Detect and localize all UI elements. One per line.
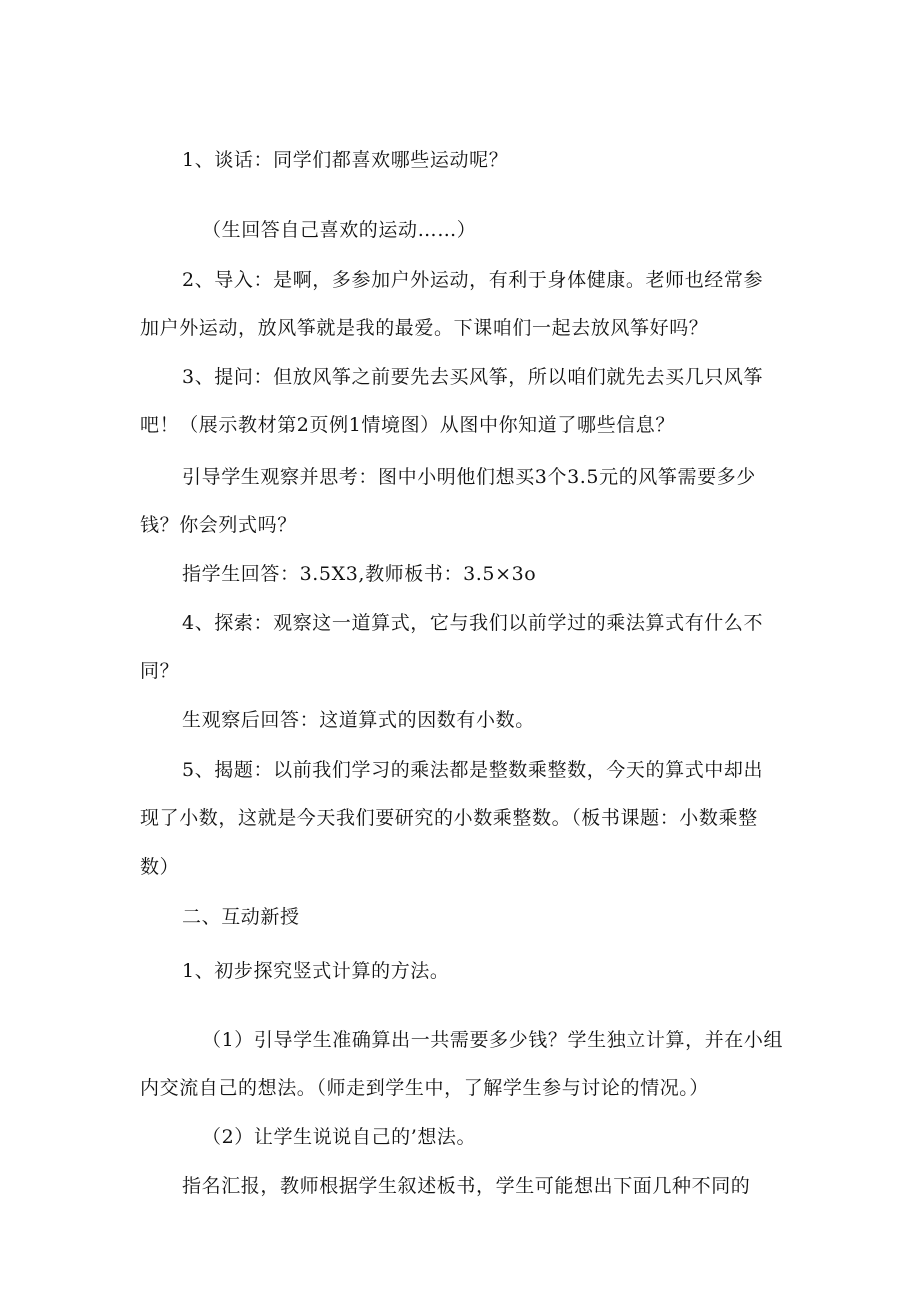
paragraph-line: （1）引导学生准确算出一共需要多少钱？学生独立计算，并在小组 bbox=[202, 1029, 784, 1051]
paragraph-line: 加户外运动，放风筝就是我的最爱。下课咱们一起去放风筝好吗？ bbox=[140, 317, 709, 339]
paragraph-line: 5、揭题：以前我们学习的乘法都是整数乘整数，今天的算式中却出 bbox=[182, 759, 764, 781]
paragraph-line: （2）让学生说说自己的’想法。 bbox=[202, 1126, 477, 1148]
paragraph-line: 同？ bbox=[140, 660, 180, 682]
paragraph-line: 1、初步探究竖式计算的方法。 bbox=[182, 960, 450, 982]
paragraph-line: （生回答自己喜欢的运动……） bbox=[202, 219, 477, 241]
section-heading: 二、互动新授 bbox=[182, 906, 300, 928]
paragraph-line: 数） bbox=[140, 856, 180, 878]
paragraph-line: 4、探索：观察这一道算式，它与我们以前学过的乘法算式有什么不 bbox=[182, 612, 764, 634]
paragraph-line: 3、提问：但放风筝之前要先去买风筝，所以咱们就先去买几只风筝 bbox=[182, 366, 764, 388]
paragraph-line: 1、谈话：同学们都喜欢哪些运动呢？ bbox=[182, 149, 509, 171]
paragraph-line: 指名汇报，教师根据学生叙述板书，学生可能想出下面几种不同的 bbox=[182, 1175, 751, 1197]
paragraph-line: 2、导入：是啊，多参加户外运动，有利于身体健康。老师也经常参 bbox=[182, 269, 764, 291]
paragraph-line: 吧！（展示教材第2页例1情境图）从图中你知道了哪些信息？ bbox=[140, 414, 675, 436]
paragraph-line: 现了小数，这就是今天我们要研究的小数乘整数。（板书课题：小数乘整 bbox=[140, 807, 758, 829]
paragraph-line: 内交流自己的想法。（师走到学生中，了解学生参与讨论的情况。） bbox=[140, 1077, 710, 1099]
paragraph-line: 指学生回答：3.5X3,教师板书：3.5×3o bbox=[182, 563, 537, 585]
paragraph-line: 生观察后回答：这道算式的因数有小数。 bbox=[182, 709, 535, 731]
paragraph-line: 钱？你会列式吗？ bbox=[140, 514, 297, 536]
paragraph-line: 引导学生观察并思考：图中小明他们想买3个3.5元的风筝需要多少 bbox=[182, 466, 756, 488]
